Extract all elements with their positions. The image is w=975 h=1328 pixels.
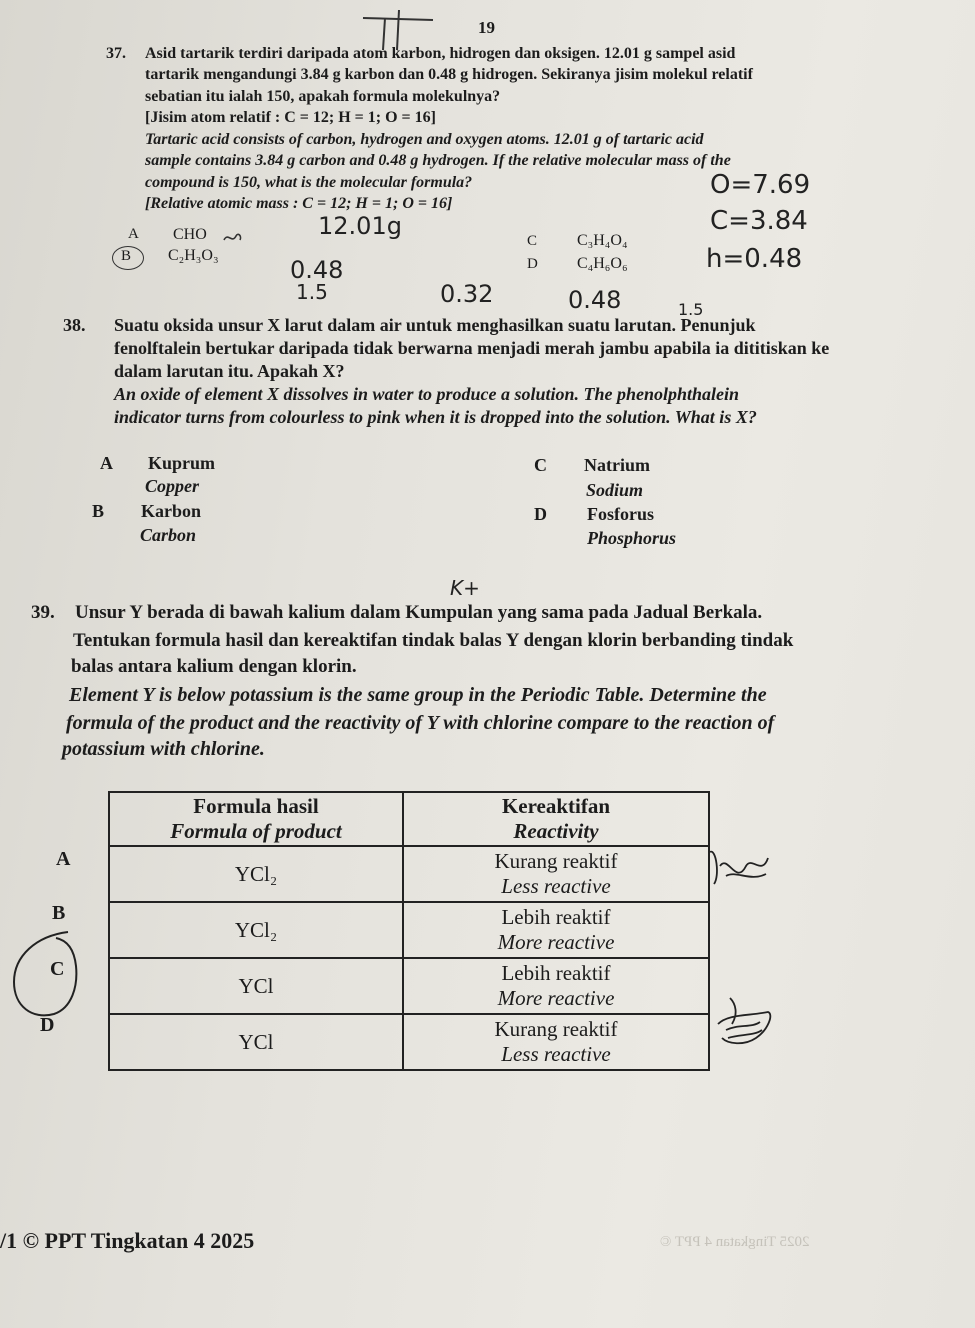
q39-number: 39. [31, 602, 55, 623]
row-b-english: More reactive [497, 930, 615, 954]
table-row[interactable] [109, 1014, 709, 1070]
q39-english-1: Element Y is below potassium is the same group in the Periodic Table. Determine the [69, 684, 767, 706]
row-d-malay: Kurang reaktif [494, 1017, 618, 1041]
q37-option-a-scribble [222, 228, 244, 246]
row-d-english: Less reactive [501, 1042, 611, 1066]
q37-malay-4: [Jisim atom relatif : C = 12; H = 1; O = 16] [145, 109, 436, 126]
q37-option-c-letter[interactable]: C [527, 233, 538, 249]
q38-option-b-malay[interactable]: Karbon [141, 501, 202, 521]
q38-malay-2: fenolftalein bertukar daripada tidak berwarna menjadi merah jambu apabila ia dititiskan ke [114, 338, 830, 358]
hw-n5: 1.5 [678, 300, 704, 319]
q38-option-b-letter[interactable]: B [92, 501, 105, 521]
table-row[interactable] [109, 902, 709, 958]
hw-n4: 0.48 [568, 286, 622, 314]
q39-english-3: potassium with chlorine. [62, 738, 265, 760]
q39-malay-2: Tentukan formula hasil dan kereaktifan tindak balas Y dengan klorin berbanding tindak [73, 630, 794, 651]
q37-option-c-text[interactable]: C₃H₄O₄ [577, 232, 628, 249]
q38-option-a-malay[interactable]: Kuprum [148, 453, 216, 473]
q37-malay-3: sebatian itu ialah 150, apakah formula molekulnya? [145, 88, 501, 105]
q38-option-d-malay[interactable]: Fosforus [587, 504, 654, 524]
q39-option-a-letter[interactable]: A [56, 848, 71, 870]
page-number: 19 [478, 18, 495, 37]
q39-option-d-letter[interactable]: D [40, 1014, 55, 1036]
row-c-english: More reactive [497, 986, 615, 1010]
q37-malay-2: tartarik mengandungi 3.84 g karbon dan 0.48 g hidrogen. Sekiranya jisim molekul relatif [145, 66, 753, 83]
row-a-english: Less reactive [501, 874, 611, 898]
hw-h-mass: h=0.48 [706, 244, 803, 274]
q39-answer-circle [6, 926, 86, 1026]
hw-o-mass: O=7.69 [710, 170, 811, 200]
header-formula-english: Formula of product [170, 819, 342, 843]
header-reactivity-english: Reactivity [513, 819, 599, 843]
q37-english-3: compound is 150, what is the molecular formula? [145, 174, 473, 191]
header-reactivity-malay: Kereaktifan [501, 794, 611, 818]
row-c-reactivity [403, 958, 709, 1014]
q37-option-a-letter[interactable]: A [128, 226, 139, 242]
table-row[interactable] [109, 958, 709, 1014]
row-d-reactivity [403, 1014, 709, 1070]
q37-option-d-text[interactable]: C₄H₆O₆ [577, 255, 628, 272]
q38-malay-3: dalam larutan itu. Apakah X? [114, 361, 345, 381]
q39-answer-table [108, 791, 710, 1071]
table-header-row [109, 792, 709, 846]
row-a-formula: YCl₂ [109, 846, 403, 902]
q39-english-2: formula of the product and the reactivity of Y with chlorine compare to the reaction of [66, 712, 775, 734]
q39-malay-3: balas antara kalium dengan klorin. [71, 656, 357, 677]
q37-english-1: Tartaric acid consists of carbon, hydrogen and oxygen atoms. 12.01 g of tartaric acid [145, 131, 704, 148]
scribble-right-d [708, 994, 778, 1058]
q37-english-4: [Relative atomic mass : C = 12; H = 1; O = 16] [145, 195, 453, 212]
q38-malay-1: Suatu oksida unsur X larut dalam air untuk menghasilkan suatu larutan. Penunjuk [114, 315, 756, 335]
hw-n3: 0.32 [440, 280, 494, 308]
q37-number: 37. [106, 45, 126, 62]
q38-option-d-english[interactable]: Phosphorus [587, 528, 677, 548]
q39-option-b-letter[interactable]: B [52, 902, 66, 924]
bleed-through-text: 2025 Tingkatan 4 PPT © [660, 1234, 810, 1250]
hw-c-mass: C=3.84 [710, 206, 808, 236]
q37-option-b-text[interactable]: C₂H₃O₃ [168, 247, 219, 264]
scribble-right-a [706, 846, 776, 896]
q37-option-a-text[interactable]: CHO [173, 226, 207, 243]
header-formula-malay: Formula hasil [193, 794, 319, 818]
hw-n2: 1.5 [296, 280, 328, 304]
q39-option-c-letter[interactable]: C [50, 958, 65, 980]
q37-english-2: sample contains 3.84 g carbon and 0.48 g hydrogen. If the relative molecular mass of the [145, 152, 731, 169]
row-a-reactivity [403, 846, 709, 902]
row-d-formula: YCl [109, 1014, 403, 1070]
q38-option-a-english[interactable]: Copper [145, 476, 199, 496]
row-c-malay: Lebih reaktif [501, 961, 611, 985]
q38-option-b-english[interactable]: Carbon [140, 525, 197, 545]
header-formula [109, 792, 403, 846]
row-c-formula: YCl [109, 958, 403, 1014]
header-reactivity [403, 792, 709, 846]
q38-option-c-english[interactable]: Sodium [586, 480, 644, 500]
q37-option-d-letter[interactable]: D [527, 256, 538, 272]
hw-mass: 12.01g [318, 212, 402, 240]
q38-option-d-letter[interactable]: D [534, 504, 547, 524]
row-b-reactivity [403, 902, 709, 958]
q38-english-1: An oxide of element X dissolves in water to produce a solution. The phenolphthalein [114, 384, 740, 404]
q38-option-c-letter[interactable]: C [534, 455, 547, 475]
q38-option-a-letter[interactable]: A [100, 453, 113, 473]
q38-number: 38. [63, 315, 86, 335]
q37-option-b-letter[interactable]: B [121, 248, 132, 264]
row-b-formula: YCl₂ [109, 902, 403, 958]
row-b-malay: Lebih reaktif [501, 905, 611, 929]
footer: /1 © PPT Tingkatan 4 2025 [0, 1228, 255, 1253]
row-a-malay: Kurang reaktif [494, 849, 618, 873]
q39-malay-1: Unsur Y berada di bawah kalium dalam Kumpulan yang sama pada Jadual Berkala. [75, 602, 763, 623]
hw-n1: 0.48 [290, 256, 344, 284]
table-row[interactable] [109, 846, 709, 902]
q38-option-c-malay[interactable]: Natrium [584, 455, 650, 475]
q37-malay-1: Asid tartarik terdiri daripada atom karbon, hidrogen dan oksigen. 12.01 g sampel asid [145, 45, 736, 62]
q38-english-2: indicator turns from colourless to pink when it is dropped into the solution. What is X? [114, 407, 757, 427]
hw-k: K+ [450, 576, 480, 600]
